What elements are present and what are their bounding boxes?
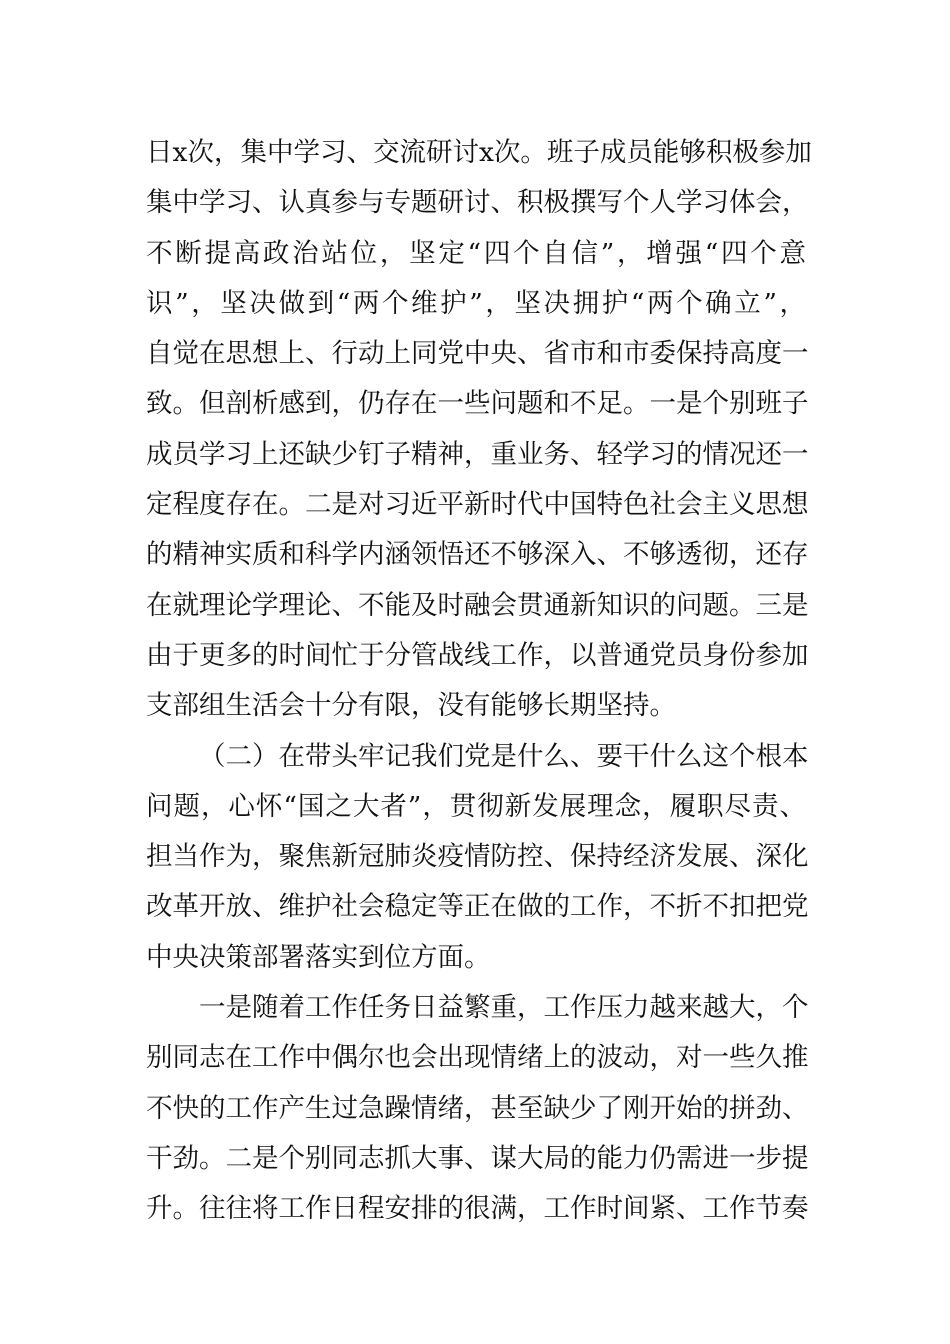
text-line: 定程度存在。二是对习近平新时代中国特色社会主义思想 [146,489,809,521]
text-line: 别同志在工作中偶尔也会出现情绪上的波动，对一些久推 [146,1042,809,1074]
text-line: 集中学习、认真参与专题研讨、积极撰写个人学习体会， [146,187,809,219]
text-line: 升。往往将工作日程安排的很满，工作时间紧、工作节奏 [146,1193,809,1225]
text-line: 不断提高政治站位，坚定“四个自信”，增强“四个意 [146,237,806,269]
text-line: 中央决策部署落实到位方面。 [146,941,491,973]
body-text [146,128,812,1235]
text-line: 一是随着工作任务日益繁重，工作压力越来越大，个 [199,992,809,1024]
text-line: 担当作为，聚焦新冠肺炎疫情防控、保持经济发展、深化 [146,841,809,873]
text-line: 成员学习上还缺少钉子精神，重业务、轻学习的情况还一 [146,438,809,470]
paragraph-2 [146,732,809,983]
text-line: 日x次，集中学习、交流研讨x次。班子成员能够积极参加 [146,137,812,168]
text-line: 干劲。二是个别同志抓大事、谋大局的能力仍需进一步提 [146,1142,809,1174]
text-line: 致。但剖析感到，仍存在一些问题和不足。一是个别班子 [146,388,809,420]
paragraph-3 [146,983,809,1234]
text-line: 不快的工作产生过急躁情绪，甚至缺少了刚开始的拼劲、 [146,1092,809,1124]
text-line: 识”，坚决做到“两个维护”，坚决拥护“两个确立”， [146,287,806,319]
paragraph-1 [146,128,812,732]
text-line: 自觉在思想上、行动上同党中央、省市和市委保持高度一 [146,338,809,370]
text-line: 由于更多的时间忙于分管战线工作，以普通党员身份参加 [146,639,809,671]
text-line: 在就理论学理论、不能及时融会贯通新知识的问题。三是 [146,589,809,621]
text-line: 问题，心怀“国之大者”，贯彻新发展理念，履职尽责、 [146,790,806,822]
text-line: （二）在带头牢记我们党是什么、要干什么这个根本 [199,740,809,772]
text-line: 支部组生活会十分有限，没有能够长期坚持。 [146,690,676,722]
text-line: 改革开放、维护社会稳定等正在做的工作，不折不扣把党 [146,891,809,923]
text-line: 的精神实质和科学内涵领悟还不够深入、不够透彻，还存 [146,539,809,571]
